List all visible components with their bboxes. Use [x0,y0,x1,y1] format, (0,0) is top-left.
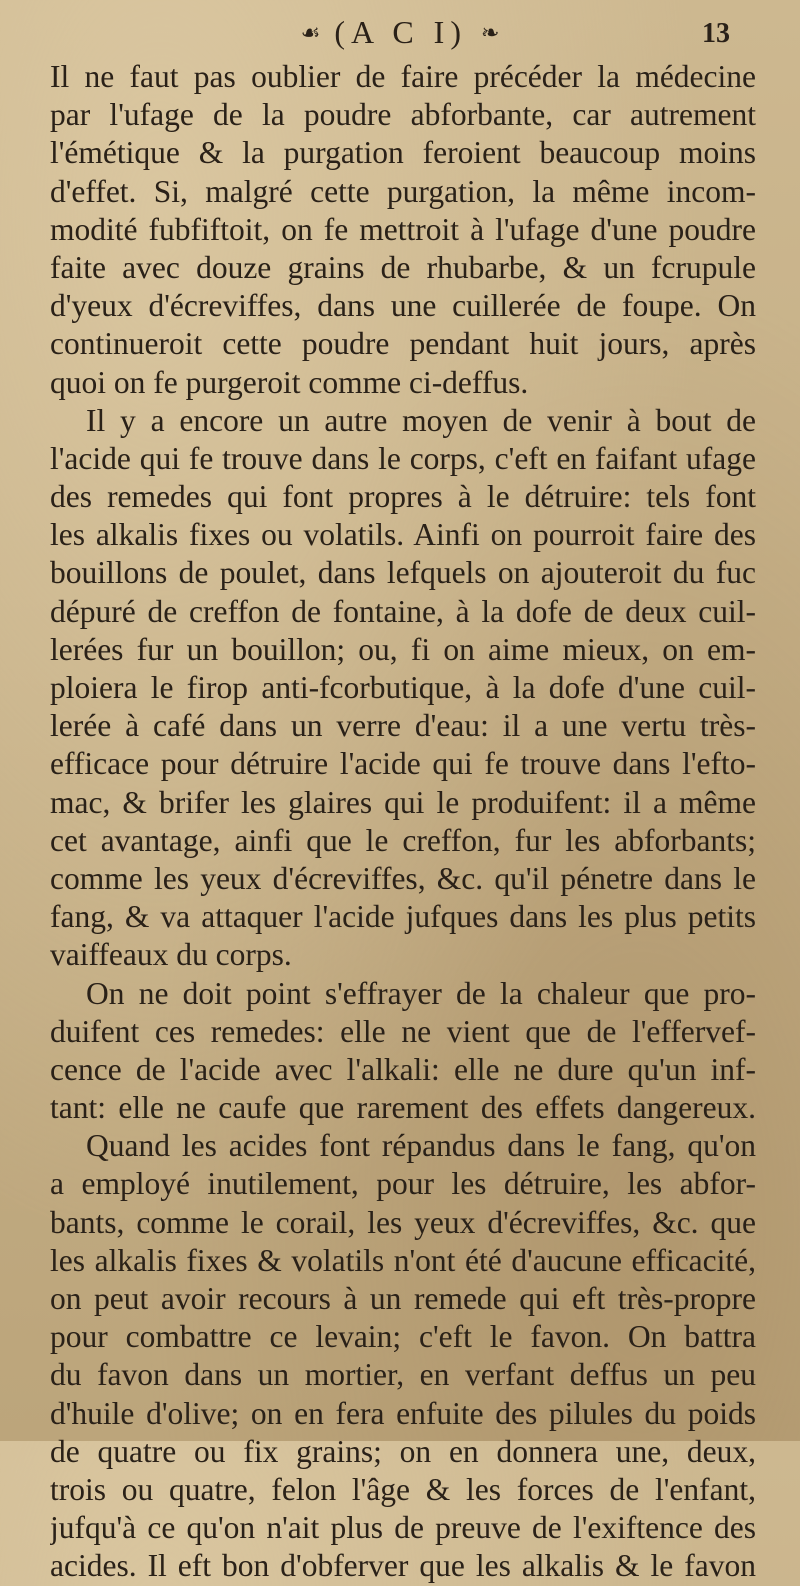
text-line: mac, & brifer les glaires qui le produifent: il a même [50,784,756,820]
body-text [50,58,756,1586]
text-line: du favon dans un mortier, en verfant deffus un peu [50,1357,756,1393]
text-line: on peut avoir recours à un remede qui eft très-propre [50,1281,756,1316]
text-line: bants, comme le corail, les yeux d'écreviffes, &c. que [50,1204,756,1240]
page-number: 13 [702,18,730,49]
text-line: d'effet. Si, malgré cette purgation, la même incom- [50,173,756,209]
text-line: vaiffeaux du corps. [50,937,292,973]
text-line: cence de l'acide avec l'alkali: elle ne dure qu'un inf- [50,1051,756,1087]
text-line: duifent ces remedes: elle ne vient que de l'effervef- [50,1013,756,1049]
text-line: d'huile d'olive; on en fera enfuite des pilules du poids [50,1395,756,1431]
text-line: efficace pour détruire l'acide qui fe trouve dans l'efto- [50,746,756,782]
text-line: modité fubfiftoit, on fe mettroit à l'ufage d'une poudre [50,211,756,247]
text-line: lerée à café dans un verre d'eau: il a une vertu très- [50,708,756,744]
text-line: l'acide qui fe trouve dans le corps, c'eft en faifant ufage [50,440,756,476]
text-line: On ne doit point s'effrayer de la chaleur que pro- [86,975,756,1011]
text-line: jufqu'à ce qu'on n'ait plus de preuve de l'exiftence des [50,1510,756,1546]
text-line: a employé inutilement, pour les détruire, les abfor- [50,1166,756,1202]
text-line: cet avantage, ainfi que le creffon, fur les abforbants; [50,822,756,858]
text-line: bouillons de poulet, dans lefquels on ajouteroit du fuc [50,555,756,591]
text-line: quoi on fe purgeroit comme ci-deffus. [50,364,529,400]
text-line: pour combattre ce levain; c'eft le favon. On battra [50,1319,756,1355]
text-line: fang, & va attaquer l'acide jufques dans les plus petits [50,899,756,935]
text-line: acides. Il eft bon d'obferver que les alkalis & le favon [50,1548,756,1584]
text-line: de quatre ou fix grains; on en donnera une, deux, [50,1433,756,1469]
fleuron-left-icon: ☙ [300,20,321,45]
text-line: les alkalis fixes ou volatils. Ainfi on pourroit faire des [50,517,756,553]
text-line: ploiera le firop anti-fcorbutique, à la dofe d'une cuil- [50,670,756,705]
running-head [0,14,800,51]
text-line: faite avec douze grains de rhubarbe, & un fcrupule [50,249,756,285]
text-line: l'émétique & la purgation feroient beaucoup moins [50,135,756,171]
text-line: tant: elle ne caufe que rarement des effets dangereux. [50,1090,756,1126]
running-head-title: (A C I) [334,14,467,50]
page-header [0,14,800,54]
text-line: continueroit cette poudre pendant huit jours, après [50,326,756,362]
text-line: trois ou quatre, felon l'âge & les forces de l'enfant, [50,1471,756,1507]
text-line: Quand les acides font répandus dans le fang, qu'on [86,1128,756,1164]
fleuron-right-icon: ❧ [480,20,500,45]
text-line: lerées fur un bouillon; ou, fi on aime mieux, on em- [50,631,756,667]
text-line: dépuré de creffon de fontaine, à la dofe de deux cuil- [50,593,756,629]
text-line: comme les yeux d'écreviffes, &c. qu'il pénetre dans le [50,860,756,896]
text-line: Il y a encore un autre moyen de venir à bout de [86,402,756,438]
text-line: par l'ufage de la poudre abforbante, car autrement [50,97,756,133]
text-line: d'yeux d'écreviffes, dans une cuillerée de foupe. On [50,288,756,324]
text-line: Il ne faut pas oublier de faire précéder la médecine [50,59,756,94]
text-line: des remedes qui font propres à le détruire: tels font [50,479,756,515]
text-line: les alkalis fixes & volatils n'ont été d'aucune efficacité, [50,1242,756,1278]
